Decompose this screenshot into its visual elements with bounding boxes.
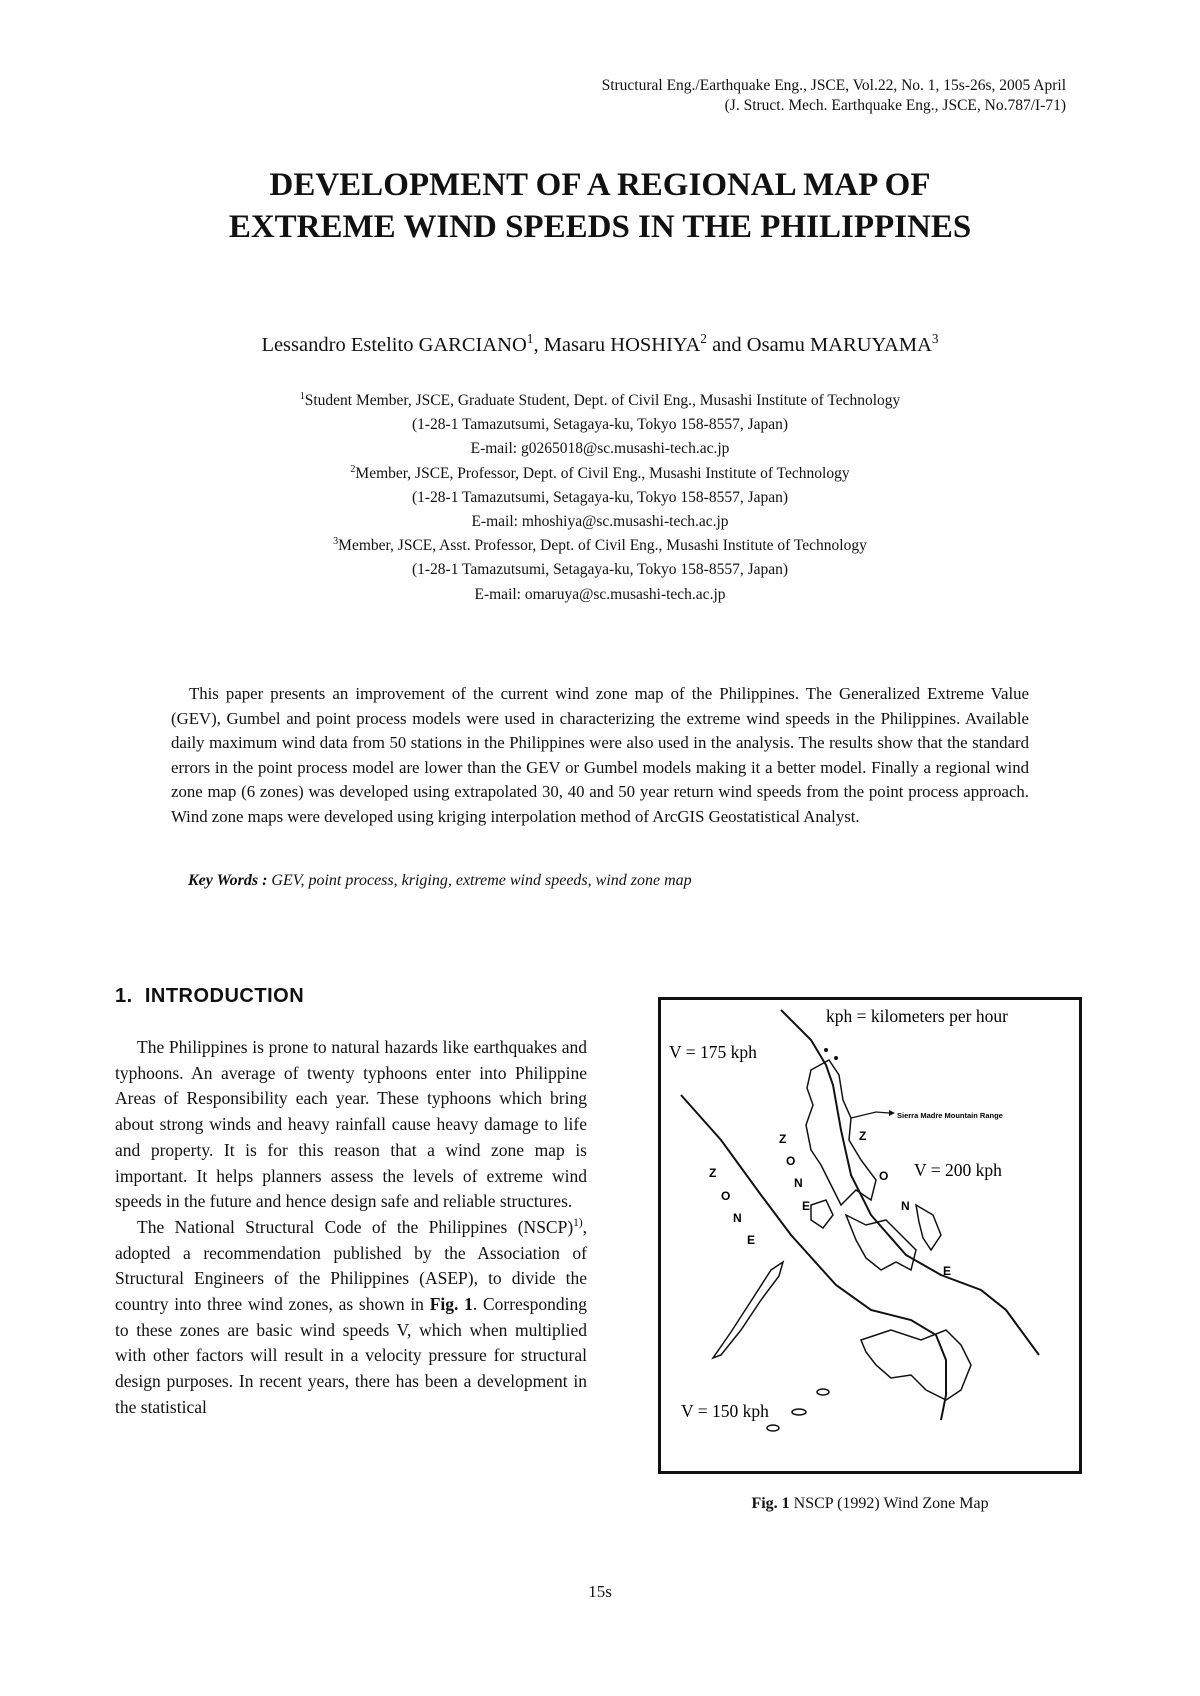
page-number: 15s bbox=[588, 1582, 612, 1601]
sulu-island-1 bbox=[817, 1389, 829, 1395]
keywords bbox=[188, 872, 692, 890]
zone-boundary-lower bbox=[681, 1095, 946, 1420]
mindanao-island bbox=[861, 1330, 971, 1400]
author-separator-2: and bbox=[706, 334, 747, 356]
mountain-range-label: Sierra Madre Mountain Range bbox=[897, 1111, 1003, 1120]
paragraph-2 bbox=[115, 1215, 587, 1421]
section-title: INTRODUCTION bbox=[144, 985, 305, 1007]
zone-word-right-e: E bbox=[943, 1264, 952, 1278]
paragraph-2-text-b: , adopted a recommendation published by the Association of Structural Engineers of the Philippines (ASEP), to divide the country into three wind zones, as shown in bbox=[115, 1216, 587, 1315]
title-line-1: DEVELOPMENT OF A REGIONAL MAP OF bbox=[269, 167, 931, 203]
author-list bbox=[0, 331, 1200, 357]
zone-boundary-upper bbox=[781, 1010, 1039, 1355]
zone-word-mid-e: E bbox=[802, 1199, 811, 1213]
zone-word-left-e: E bbox=[747, 1233, 756, 1247]
affiliation-1-mark: 1 bbox=[299, 390, 305, 402]
section-heading bbox=[115, 985, 304, 1008]
zone-175-label: V = 175 kph bbox=[669, 1042, 757, 1062]
paper-title bbox=[0, 164, 1200, 248]
journal-reference bbox=[602, 76, 1066, 116]
wind-zone-map-drawing bbox=[661, 1000, 1079, 1471]
zone-word-right-n: N bbox=[901, 1199, 910, 1213]
zone-word-mid-o: O bbox=[786, 1154, 796, 1168]
wind-zone-map-figure bbox=[658, 997, 1082, 1474]
author-separator-1: , bbox=[533, 334, 544, 356]
sulu-island-2 bbox=[792, 1409, 806, 1415]
author-3: Osamu MARUYAMA bbox=[746, 334, 932, 356]
mountain-range-pointer bbox=[851, 1112, 889, 1118]
zone-150-label: V = 150 kph bbox=[681, 1401, 769, 1421]
keywords-text: GEV, point process, kriging, extreme wind speeds, wind zone map bbox=[267, 872, 692, 889]
section-number: 1. bbox=[115, 985, 133, 1007]
affiliation-3-line-1 bbox=[0, 534, 1200, 558]
affiliation-2-text: Member, JSCE, Professor, Dept. of Civil Eng., Musashi Institute of Technology bbox=[355, 464, 850, 482]
samar-leyte bbox=[916, 1205, 941, 1250]
mountain-range-arrowhead bbox=[889, 1110, 895, 1116]
visayas-islands bbox=[846, 1215, 916, 1270]
affiliation-2-address: (1-28-1 Tamazutsumi, Setagaya-ku, Tokyo 158-8557, Japan) bbox=[411, 488, 789, 506]
affiliation-1-address: (1-28-1 Tamazutsumi, Setagaya-ku, Tokyo 158-8557, Japan) bbox=[411, 416, 789, 434]
palawan-island bbox=[713, 1262, 783, 1358]
keywords-label: Key Words : bbox=[188, 872, 268, 889]
zone-word-mid-n: N bbox=[794, 1176, 803, 1190]
zone-word-left-o: O bbox=[721, 1189, 731, 1203]
citation-ref: 1) bbox=[573, 1217, 583, 1230]
affiliation-2-email: E-mail: mhoshiya@sc.musashi-tech.ac.jp bbox=[471, 513, 729, 531]
batanes-island-1 bbox=[824, 1048, 828, 1052]
affiliation-3-email: E-mail: omaruya@sc.musashi-tech.ac.jp bbox=[474, 585, 726, 603]
zone-word-left-n: N bbox=[733, 1211, 742, 1225]
figure-reference: Fig. 1 bbox=[429, 1294, 473, 1315]
batanes-island-2 bbox=[834, 1056, 838, 1060]
zone-200-label: V = 200 kph bbox=[914, 1160, 1002, 1180]
abstract: This paper presents an improvement of the current wind zone map of the Philippines. The Generalized Extreme Value (GEV), Gumbel and point process models were used in characterizing the extreme wind speeds in the Philippines. Available daily maximum wind data from 50 stations in the Philippines were also used in the analysis. The results show that the standard errors in the point process model are lower than the GEV or Gumbel models making it a better model. Finally a regional wind zone map (6 zones) was developed using extrapolated 30, 40 and 50 year return wind speeds from the point process approach. Wind zone maps were developed using kriging interpolation method of ArcGIS Geostatistical Analyst. bbox=[171, 684, 1029, 826]
title-line-2: EXTREME WIND SPEEDS IN THE PHILIPPINES bbox=[228, 209, 972, 245]
author-2: Masaru HOSHIYA bbox=[543, 334, 701, 356]
author-1: Lessandro Estelito GARCIANO bbox=[261, 334, 527, 356]
zone-word-left-z: Z bbox=[709, 1166, 717, 1180]
figure-caption-label: Fig. 1 bbox=[751, 1495, 790, 1512]
mindoro-island bbox=[811, 1200, 833, 1228]
author-2-affiliation-mark: 2 bbox=[700, 331, 707, 347]
introduction-body bbox=[115, 1035, 587, 1421]
author-3-affiliation-mark: 3 bbox=[931, 331, 939, 347]
zone-word-right-o: O bbox=[879, 1169, 889, 1183]
figure-caption bbox=[658, 1495, 1082, 1513]
affiliation-1-line-1 bbox=[0, 389, 1200, 413]
sulu-island-3 bbox=[767, 1425, 779, 1431]
journal-line-1: Structural Eng./Earthquake Eng., JSCE, Vol.22, No. 1, 15s-26s, 2005 April bbox=[601, 77, 1066, 94]
zone-word-right-z: Z bbox=[859, 1129, 867, 1143]
zone-word-mid-z: Z bbox=[779, 1132, 787, 1146]
affiliation-1-text: Student Member, JSCE, Graduate Student, Dept. of Civil Eng., Musashi Institute of Technology bbox=[304, 392, 901, 409]
paragraph-2-text-c: . Corresponding to these zones are basic wind speeds V, which when multiplied with other factors will result in a velocity pressure for structural design purposes. In recent years, there has been a development in the statistical bbox=[115, 1294, 587, 1417]
legend-label: kph = kilometers per hour bbox=[826, 1006, 1008, 1026]
paragraph-2-text-a: The National Structural Code of the Philippines (NSCP) bbox=[137, 1216, 574, 1237]
affiliation-3-address: (1-28-1 Tamazutsumi, Setagaya-ku, Tokyo 158-8557, Japan) bbox=[411, 561, 789, 579]
affiliation-block bbox=[0, 389, 1200, 607]
affiliation-2-line-1 bbox=[0, 462, 1200, 486]
paragraph-1: The Philippines is prone to natural hazards like earthquakes and typhoons. An average of twenty typhoons enter into Philippine Areas of Responsibility each year. These typhoons which bring about strong winds and heavy rainfall cause heavy damage to life and property. It is for this reason that a wind zone map is important. It helps planners assess the levels of extreme wind speeds in the future and hence design safe and reliable structures. bbox=[115, 1037, 587, 1212]
affiliation-3-mark: 3 bbox=[333, 536, 339, 548]
affiliation-1-email: E-mail: g0265018@sc.musashi-tech.ac.jp bbox=[470, 440, 730, 458]
author-1-affiliation-mark: 1 bbox=[526, 331, 534, 347]
figure-caption-text: NSCP (1992) Wind Zone Map bbox=[789, 1495, 989, 1512]
journal-line-2: (J. Struct. Mech. Earthquake Eng., JSCE, No.787/I-71) bbox=[724, 97, 1066, 114]
affiliation-2-mark: 2 bbox=[350, 463, 356, 475]
affiliation-3-text: Member, JSCE, Asst. Professor, Dept. of Civil Eng., Musashi Institute of Technology bbox=[338, 537, 867, 555]
